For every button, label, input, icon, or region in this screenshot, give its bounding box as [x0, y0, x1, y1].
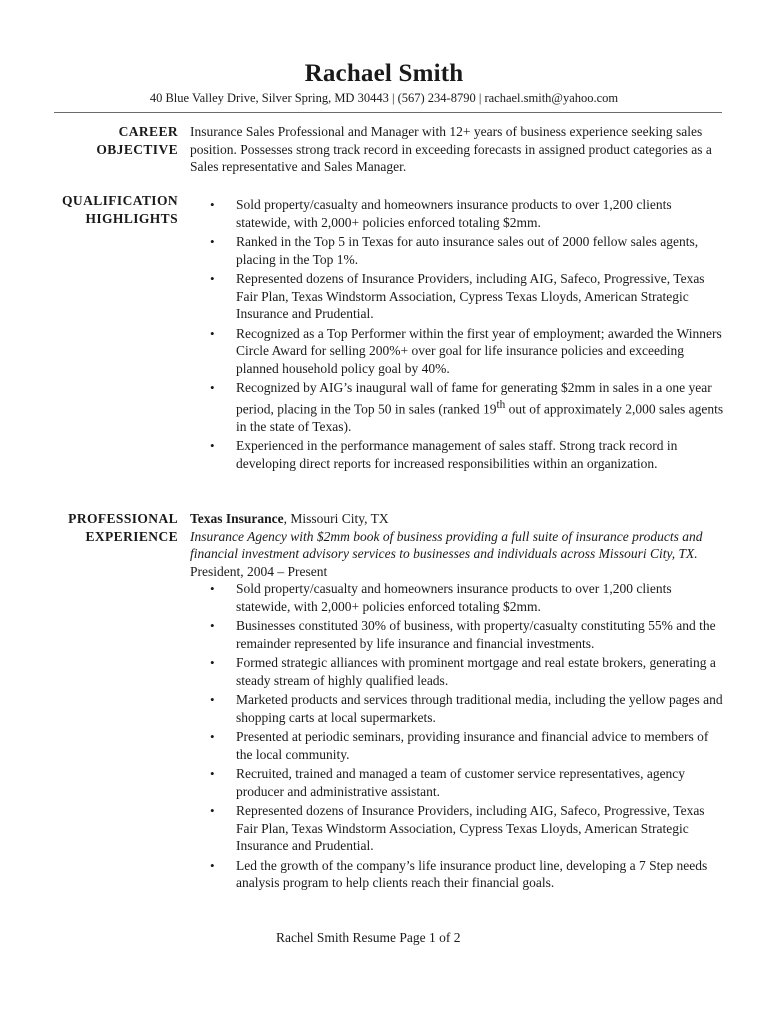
list-item: • Recognized as a Top Performer within the first year of employment; awarded the Winners Circle Award for selling 200%+ over goal for life insurance policies and exceeding planned household policy goal by 40%. — [190, 325, 725, 378]
qualification-list — [190, 196, 725, 472]
list-item: • Represented dozens of Insurance Providers, including AIG, Safeco, Progressive, Texas Fair Plan, Texas Windstorm Association, Cypress Texas Lloyds, American Strategic Insurance and Prudential. — [190, 270, 725, 323]
list-item: • Marketed products and services through traditional media, including the yellow pages and shopping carts at local supermarkets. — [190, 691, 725, 726]
professional-experience-label: PROFESSIONAL EXPERIENCE — [68, 511, 178, 544]
list-item: • Sold property/casualty and homeowners insurance products to over 1,200 clients statewide, with 2,000+ policies enforced totaling $2mm. — [190, 580, 725, 615]
career-objective-text: Insurance Sales Professional and Manager with 12+ years of business experience seeking sales position. Possesses strong track record in exceeding forecasts in assigned product categories as a Sales representative and Sales Manager. — [190, 124, 712, 174]
contact-line: 40 Blue Valley Drive, Silver Spring, MD 30443 | (567) 234-8790 | rachael.smith@yahoo.com — [149, 91, 619, 105]
list-item: • Ranked in the Top 5 in Texas for auto insurance sales out of 2000 fellow sales agents, placing in the Top 1%. — [190, 233, 725, 268]
list-item: • Represented dozens of Insurance Providers, including AIG, Safeco, Progressive, Texas Fair Plan, Texas Windstorm Association, Cypress Texas Lloyds, American Strategic Insurance and Prudential. — [190, 802, 725, 855]
list-item: • Recruited, trained and managed a team of customer service representatives, agency producer and administrative assistant. — [190, 765, 725, 800]
list-item: • Recognized by AIG’s inaugural wall of fame for generating $2mm in sales in a one year period, placing in the Top 50 in sales (ranked 19th out of approximately 2,000 sales agents in the state of Texas). — [190, 379, 725, 435]
career-objective-section — [190, 123, 725, 176]
applicant-name: Rachael Smith — [304, 60, 464, 87]
professional-experience-section — [190, 510, 725, 894]
page-footer: Rachel Smith Resume Page 1 of 2 — [276, 930, 461, 945]
qualification-highlights-label: QUALIFICATION HIGHLIGHTS — [62, 193, 178, 226]
list-item: • Formed strategic alliances with prominent mortgage and real estate brokers, generating a steady stream of highly qualified leads. — [190, 654, 725, 689]
experience-list — [190, 580, 725, 892]
company-description: Insurance Agency with $2mm book of business providing a full suite of insurance products and financial investment advisory services to businesses and individuals across Missouri City, TX. — [190, 528, 703, 561]
company-line — [190, 510, 725, 528]
list-item: • Sold property/casualty and homeowners insurance products to over 1,200 clients statewide, with 2,000+ policies enforced totaling $2mm. — [190, 196, 725, 231]
position-title: President, 2004 – Present — [190, 563, 328, 579]
list-item: • Experienced in the performance management of sales staff. Strong track record in developing direct reports for increased responsibilities within an organization. — [190, 437, 725, 472]
list-item: • Presented at periodic seminars, providing insurance and financial advice to members of the local community. — [190, 728, 725, 763]
list-item: • Businesses constituted 30% of business, with property/casualty constituting 55% and the remainder represented by life insurance and financial investments. — [190, 617, 725, 652]
company-name: Texas Insurance — [190, 511, 284, 526]
header-divider — [54, 112, 722, 113]
career-objective-label: CAREER OBJECTIVE — [96, 124, 178, 157]
qualification-highlights-section — [190, 196, 725, 474]
company-location: , Missouri City, TX — [283, 511, 389, 526]
ordinal-suffix: th — [496, 398, 506, 411]
list-item: • Led the growth of the company’s life insurance product line, developing a 7 Step needs analysis program to help clients reach their financial goals. — [190, 857, 725, 892]
